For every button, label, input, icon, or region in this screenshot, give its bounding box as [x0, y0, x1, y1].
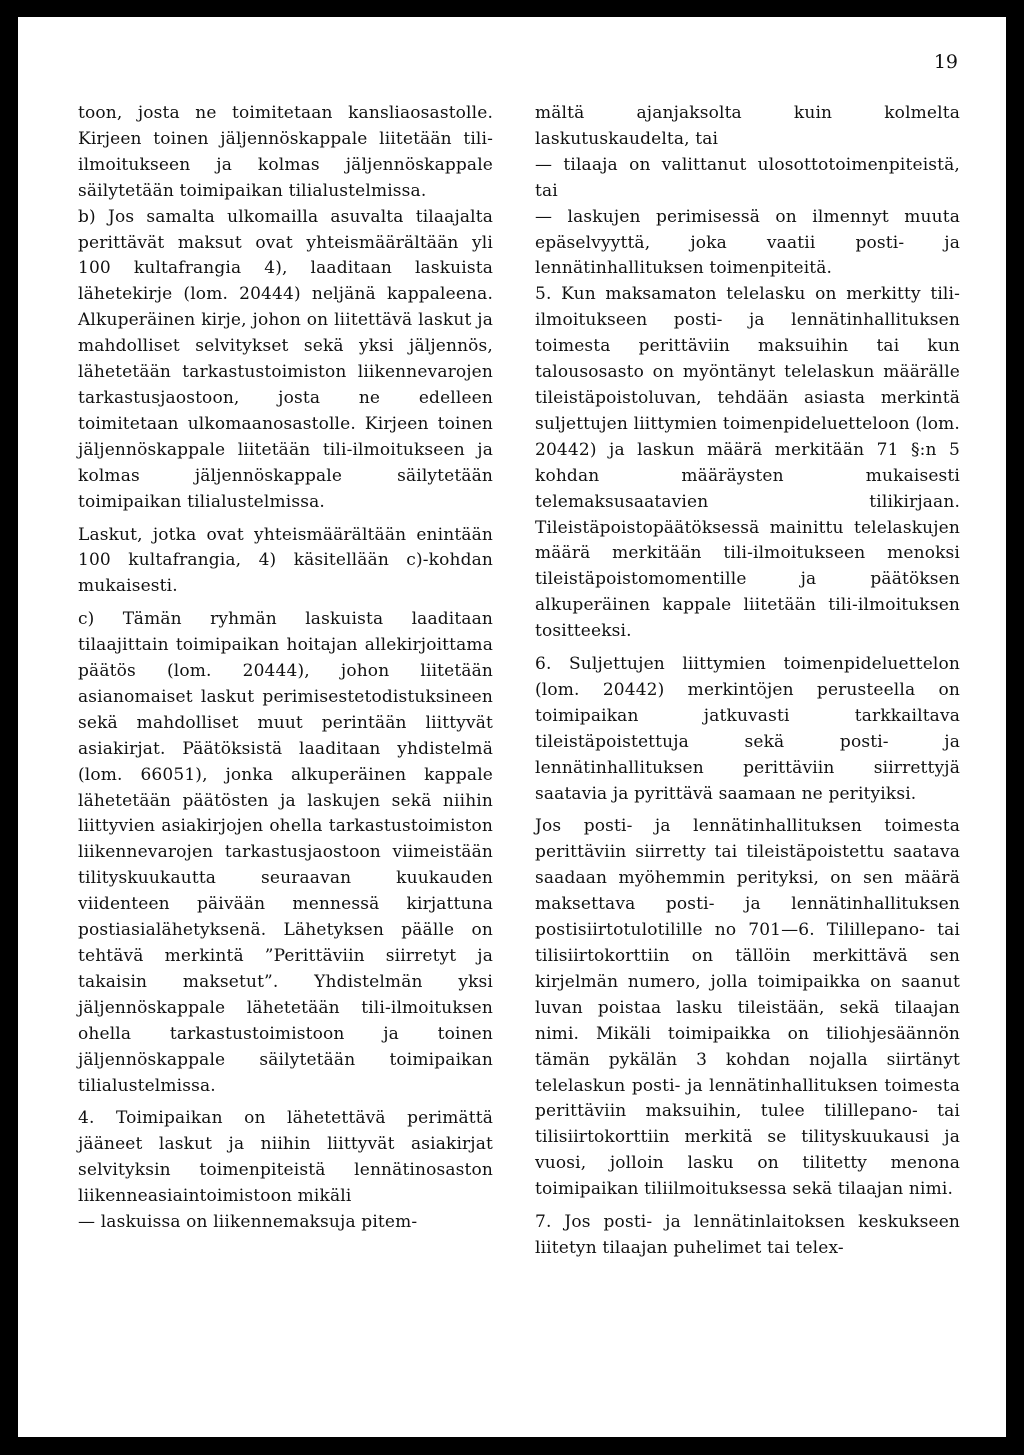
- document-page: [18, 17, 1006, 1437]
- right-column: [535, 101, 960, 1262]
- right-paragraph-7: 7. Jos posti- ja lennätinlaitoksen keskukseen liitetyn tilaajan puhelimet tai telex-: [535, 1212, 960, 1258]
- right-paragraph-1: mältä ajanjaksolta kuin kolmelta laskutuskaudelta, tai: [535, 103, 960, 149]
- left-paragraph-1: toon, josta ne toimitetaan kansliaosastolle. Kirjeen toinen jäljennöskappale liitetään tili-ilmoitukseen ja kolmas jäljennöskappale säilytetään toimipaikan tilialustelmissa.: [78, 103, 493, 201]
- left-paragraph-6: — laskuissa on liikennemaksuja pitem-: [78, 1212, 418, 1233]
- right-paragraph-2: — tilaaja on valittanut ulosottotoimenpiteistä, tai: [535, 154, 960, 201]
- right-paragraph-4: 5. Kun maksamaton telelasku on merkitty tili-ilmoitukseen posti- ja lennätinhallituksen toimesta perittäviin maksuihin tai kun talousosasto on myöntänyt telelaskun määrälle tileistäpoistoluvan, tehdään asiasta merkintä suljettujen liittymien toimenpideluetteloon (lom. 20442) ja laskun määrä merkitään 71 §:n 5 kohdan määräysten mukaisesti telemaksusaatavien tilikirjaan. Tileistäpoistopäätöksessä mainittu telelaskujen määrä merkitään tili-ilmoitukseen menoksi tileistäpoistomomentille ja päätöksen alkuperäinen kappale liitetään tili-ilmoituksen tositteeksi.: [535, 284, 960, 642]
- left-paragraph-2: b) Jos samalta ulkomailla asuvalta tilaajalta perittävät maksut ovat yhteismäärältään yli 100 kultafrangia 4), laaditaan laskuista lähetekirje (lom. 20444) neljänä kappaleena. Alkuperäinen kirje, johon on liitettävä laskut ja mahdolliset selvitykset sekä yksi jäljennös, lähetetään tarkastustoimiston liikennevarojen tarkastusjaostoon, josta ne edelleen toimitetaan ulkomaanosastolle. Kirjeen toinen jäljennöskappale liitetään tili-ilmoitukseen ja kolmas jäljennöskappale säilytetään toimipaikan tilialustelmissa.: [78, 206, 493, 512]
- left-paragraph-3: Laskut, jotka ovat yhteismäärältään enintään 100 kultafrangia, 4) käsitellään c)-kohdan mukaisesti.: [78, 524, 493, 597]
- right-paragraph-6: Jos posti- ja lennätinhallituksen toimesta perittäviin siirretty tai tileistäpoistettu saatava saadaan myöhemmin perityksi, on sen määrä maksettava posti- ja lennätinhallituksen postisiirtotulotilille no 701—6. Tilillepano- tai tilisiirtokorttiin on tällöin merkittävä sen kirjelmän numero, jolla toimipaikka on saanut luvan poistaa lasku tileistään, sekä tilaajan nimi. Mikäli toimipaikka on tiliohjesäännön tämän pykälän 3 kohdan nojalla siirtänyt telelaskun posti- ja lennätinhallituksen toimesta perittäviin maksuihin, tulee tilillepano- tai tilisiirtokorttiin merkitä se tilityskuukausi ja vuosi, jolloin lasku on tilitetty menona toimipaikan tiliilmoituksessa sekä tilaajan nimi.: [535, 816, 960, 1200]
- page-number: 19: [933, 51, 958, 73]
- right-paragraph-5: 6. Suljettujen liittymien toimenpideluettelon (lom. 20442) merkintöjen perusteella on toimipaikan jatkuvasti tarkkailtava tileistäpoistettuja sekä posti- ja lennätinhallituksen perittäviin siirrettyjä saatavia ja pyrittävä saamaan ne perityiksi.: [535, 654, 960, 804]
- left-paragraph-4: c) Tämän ryhmän laskuista laaditaan tilaajittain toimipaikan hoitajan allekirjoittama päätös (lom. 20444), johon liitetään asianomaiset laskut perimisestetodistuksineen sekä mahdolliset muut perintään liittyvät asiakirjat. Päätöksistä laaditaan yhdistelmä (lom. 66051), jonka alkuperäinen kappale lähetetään päätösten ja laskujen sekä niihin liittyvien asiakirjojen ohella tarkastustoimiston liikennevarojen tarkastusjaostoon viimeistään tilityskuukautta seuraavan kuukauden viidenteen päivään mennessä kirjattuna postiasialähetyksenä. Lähetyksen päälle on tehtävä merkintä ”Perittäviin siirretyt ja takaisin maksetut”. Yhdistelmän yksi jäljennöskappale lähetetään tili-ilmoituksen ohella tarkastustoimistoon ja toinen jäljennöskappale säilytetään toimipaikan tilialustelmissa.: [78, 609, 493, 1096]
- left-column: [78, 101, 493, 1236]
- left-paragraph-5: 4. Toimipaikan on lähetettävä perimättä jääneet laskut ja niihin liittyvät asiakirjat selvityksin toimenpiteistä lennätinosaston liikenneasiaintoimistoon mikäli: [78, 1108, 493, 1207]
- right-paragraph-3: — laskujen perimisessä on ilmennyt muuta epäselvyyttä, joka vaatii posti- ja lennätinhallituksen toimenpiteitä.: [535, 206, 960, 279]
